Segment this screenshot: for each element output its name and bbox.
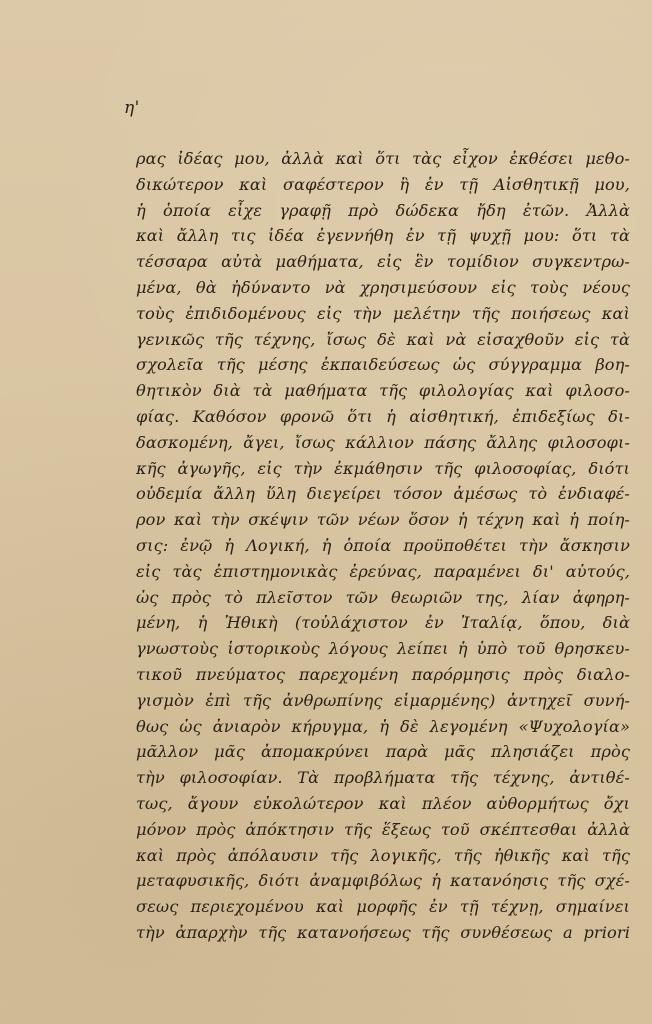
text-line-26: τως, ἄγουν εὐκολώτερον καὶ πλέον αὐθορμήτως ὄχι: [136, 793, 630, 813]
text-line-13: κῆς ἀγωγῆς, εἰς τὴν ἐκμάθησιν τῆς φιλοσοφίας, διότι: [136, 458, 630, 478]
text-line-18: ὡς πρὸς τὸ πλεῖστον τῶν θεωριῶν της, λίαν ἀφηρη-: [136, 587, 630, 607]
text-line-11: φίας. Καθόσον φρονῶ ὅτι ἡ αἰσθητική, ἐπιδεξίως δι-: [136, 406, 630, 426]
text-line-20: γνωστοὺς ἱστορικοὺς λόγους λείπει ἡ ὑπὸ τοῦ θρησκευ-: [136, 639, 630, 659]
text-line-4: καὶ ἄλλη τις ἰδέα ἐγεννήθη ἐν τῇ ψυχῇ μου: ὅτι τὰ: [136, 226, 630, 246]
text-line-27: μόνον πρὸς ἀπόκτησιν τῆς ἕξεως τοῦ σκέπτεσθαι ἀλλὰ: [136, 819, 630, 839]
text-line-15: ρον καὶ τὴν σκέψιν τῶν νέων ὅσον ἡ τέχνη καὶ ἡ ποίη-: [136, 510, 630, 530]
body-text: [136, 146, 630, 946]
text-line-31: τὴν ἀπαρχὴν τῆς κατανοήσεως τῆς συνθέσεως a priori: [136, 922, 630, 942]
text-line-21: τικοῦ πνεύματος παρεχομένη παρόρμησις πρὸς διαλο-: [136, 664, 630, 684]
text-line-8: γενικῶς τῆς τέχνης, ἴσως δὲ καὶ νὰ εἰσαχθοῦν εἰς τὰ: [136, 329, 630, 349]
text-line-14: οὐδεμία ἄλλη ὕλη διεγείρει τόσον ἀμέσως τὸ ἐνδιαφέ-: [136, 484, 630, 504]
text-line-6: μένα, θὰ ἠδύναντο νὰ χρησιμεύσουν εἰς τοὺς νέους: [136, 277, 630, 297]
text-line-30: σεως περιεχομένου καὶ μορφῆς ἐν τῇ τέχνῃ, σημαίνει: [136, 897, 630, 917]
text-line-1: ρας ἰδέας μου, ἀλλὰ καὶ ὅτι τὰς εἶχον ἐκθέσει μεθο-: [136, 149, 630, 168]
text-line-19: μένη, ἡ Ἠθικὴ (τοὐλάχιστον ἐν Ἰταλίᾳ, ὅπου, διὰ: [136, 613, 630, 633]
text-line-22: γισμὸν ἐπὶ τῆς ἀνθρωπίνης εἱμαρμένης) ἀντηχεῖ συνή-: [136, 690, 630, 710]
text-line-29: μεταφυσικῆς, διότι ἀναμφιβόλως ἡ κατανόησις τῆς σχέ-: [136, 871, 630, 891]
text-line-2: δικώτερον καὶ σαφέστερον ἢ ἐν τῇ Αἰσθητικῇ μου,: [136, 174, 630, 194]
text-line-3: ἡ ὁποία εἶχε γραφῇ πρὸ δώδεκα ἤδη ἐτῶν. Ἀλλὰ: [136, 200, 630, 220]
page-number: η': [124, 98, 140, 118]
text-line-24: μᾶλλον μᾶς ἀπομακρύνει παρὰ μᾶς πλησιάζει πρὸς: [136, 742, 630, 762]
text-line-10: θητικὸν διὰ τὰ μαθήματα τῆς φιλολογίας καὶ φιλοσο-: [136, 381, 630, 401]
text-line-5: τέσσαρα αὐτὰ μαθήματα, εἰς ἓν τομίδιον συγκεντρω-: [136, 252, 630, 272]
text-line-7: τοὺς ἐπιδιδομένους εἰς τὴν μελέτην τῆς ποιήσεως καὶ: [136, 303, 630, 323]
text-line-23: θως ὡς ἀνιαρὸν κήρυγμα, ἡ δὲ λεγομένη «Ψυχολογία»: [136, 716, 630, 736]
text-line-28: καὶ πρὸς ἀπόλαυσιν τῆς λογικῆς, τῆς ἠθικῆς καὶ τῆς: [136, 845, 630, 865]
text-line-17: εἰς τὰς ἐπιστημονικὰς ἐρεύνας, παραμένει δι' αὐτούς,: [136, 561, 630, 581]
text-line-16: σις: ἐνῷ ἡ Λογική, ἡ ὁποία προϋποθέτει τὴν ἄσκησιν: [136, 535, 630, 555]
text-line-9: σχολεῖα τῆς μέσης ἐκπαιδεύσεως ὡς σύγγραμμα βοη-: [136, 355, 630, 375]
text-line-12: δασκομένη, ἄγει, ἴσως κάλλιον πάσης ἄλλης φιλοσοφι-: [136, 432, 630, 452]
text-line-25: τὴν φιλοσοφίαν. Τὰ προβλήματα τῆς τέχνης, ἀντιθέ-: [136, 768, 630, 788]
